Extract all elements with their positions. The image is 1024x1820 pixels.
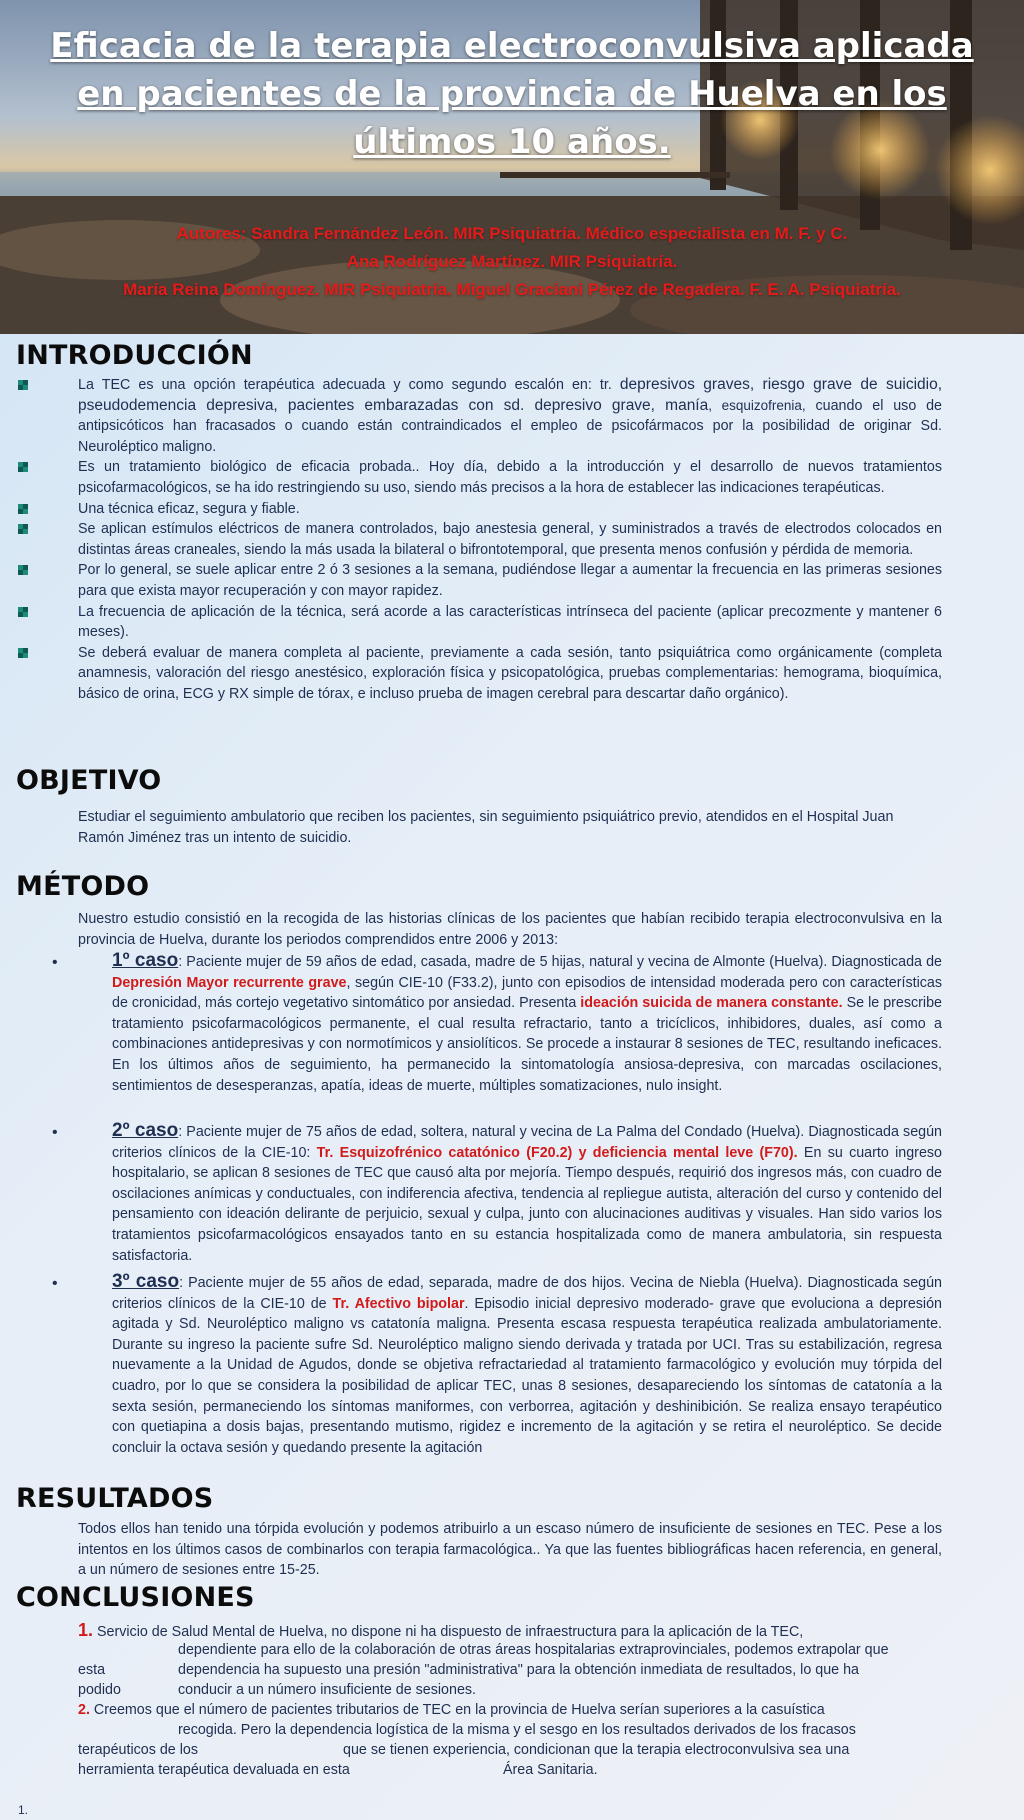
conclusion-2-line-3: terapéuticos de los que se tienen experiencia, condicionan que la terapia electroconvulsiva sea una	[78, 1742, 850, 1758]
square-bullet-icon	[18, 462, 28, 472]
intro-bullet-1: La TEC es una opción terapéutica adecuada y como segundo escalón en: tr. depresivos graves, riesgo grave de suicidio, pseudodemencia depresiva, pacientes embarazadas con sd. depresivo grave, manía, esquizofrenia, cuando el uso de antipsicóticos han fracasados o cuando están contraindicados el empleo de psicofármacos por la posibilidad de originar Sd. Neuroléptico maligno.	[78, 375, 942, 457]
square-bullet-icon	[18, 607, 28, 617]
conclusion-number-1: 1.	[78, 1620, 94, 1640]
heading-conclusiones: CONCLUSIONES	[16, 1582, 255, 1613]
author-line-1: Autores: Sandra Fernández León. MIR Psiquiatría. Médico especialista en M. F. y C.	[176, 224, 848, 243]
conclusion-1-line-3: esta dependencia ha supuesto una presión "administrativa" para la obtención inmediata de resultados, lo que ha	[78, 1662, 859, 1678]
conclusion-number-2: 2.	[78, 1702, 90, 1718]
conclusion-1-line-4: podido conducir a un número insuficiente de sesiones.	[78, 1682, 477, 1698]
heading-objetivo: OBJETIVO	[16, 765, 162, 796]
square-bullet-icon	[18, 524, 28, 534]
intro-bullet-4: Se aplican estímulos eléctricos de manera controlados, bajo anestesia general, y suministrados a través de electrodos colocados en distintas áreas craneales, siendo la más usada la bilateral o bifrontotemporal, que presenta menos confusión y pérdida de memoria.	[78, 519, 942, 560]
conclusiones-list	[78, 1620, 958, 1780]
author-line-2: Ana Rodríguez Martínez. MIR Psiquiatría.	[346, 252, 678, 271]
intro-bullets	[78, 375, 942, 705]
footnote: 1.	[18, 1803, 29, 1817]
intro-bullet-7: Se deberá evaluar de manera completa al paciente, previamente a cada sesión, tanto psiquiátrica como orgánicamente (completa anamnesis, valoración del riesgo anestésico, exploración física y psicopatológica, pruebas complementarias: hemograma, bioquímica, básico de orina, ECG y RX simple de tórax, e incluso prueba de imagen cerebral para descartar daño orgánico).	[78, 643, 942, 705]
intro-bullet-2: Es un tratamiento biológico de eficacia probada.. Hoy día, debido a la introducción y el desarrollo de nuevos tratamientos psicofarmacológicos, se ha ido restringiendo su uso, siendo más precisos a la hora de establecer las indicaciones terapéuticas.	[78, 457, 942, 498]
conclusion-2-line-2: recogida. Pero la dependencia logística de la misma y el sesgo en los resultados derivados de los fracasos	[178, 1722, 856, 1738]
intro-bullet-3: Una técnica eficaz, segura y fiable.	[78, 499, 942, 520]
heading-introduccion: INTRODUCCIÓN	[16, 340, 253, 371]
square-bullet-icon	[18, 565, 28, 575]
square-bullet-icon	[18, 504, 28, 514]
intro-bullet-6: La frecuencia de aplicación de la técnica, será acorde a las características intrínseca del paciente (aplicar precozmente y mantener 6 meses).	[78, 602, 942, 643]
intro-bullet-5: Por lo general, se suele aplicar entre 2 ó 3 sesiones a la semana, pudiéndose llegar a aumentar la frecuencia en las primeras sesiones para que exista mayor recuperación y con mayor rapidez.	[78, 560, 942, 601]
bullet-icon: •	[52, 954, 58, 971]
authors-block	[20, 220, 1004, 304]
author-line-3: María Reina Domínguez. MIR Psiquiatría. Miguel Graciani Pérez de Regadera. F. E. A. Psiquiatría.	[123, 280, 901, 299]
objetivo-text: Estudiar el seguimiento ambulatorio que reciben los pacientes, sin seguimiento psiquiátrico previo, atendidos en el Hospital Juan Ramón Jiménez tras un intento de suicidio.	[78, 809, 894, 846]
conclusion-1-line-1: 1. Servicio de Salud Mental de Huelva, no dispone ni ha dispuesto de infraestructura para la aplicación de la TEC,	[78, 1620, 804, 1640]
square-bullet-icon	[18, 648, 28, 658]
metodo-intro: Nuestro estudio consistió en la recogida de las historias clínicas de los pacientes que habían recibido terapia electroconvulsiva en la provincia de Huelva, durante los periodos comprendidos entre 2006 y 2013:	[78, 911, 942, 948]
heading-metodo: MÉTODO	[16, 871, 150, 902]
case-3-label: 3º caso	[112, 1271, 180, 1292]
conclusion-1-line-2: dependiente para ello de la colaboración de otras áreas hospitalarias extraprovinciales, podemos extrapolar que	[178, 1642, 889, 1658]
case-2: • 2º caso: Paciente mujer de 75 años de edad, soltera, natural y vecina de La Palma del Condado (Huelva). Diagnosticada según criterios clínicos de la CIE-10: Tr. Esquizofrénico catatónico (F20.2) y deficiencia mental leve (F70). En su cuarto ingreso hospitalario, se aplican 8 sesiones de TEC que causó alta por mejoría. Tiempo después, requirió dos ingresos más, con cuadro de oscilaciones anímicas y conductuales, con indiferencia afectiva, tendencia al repliegue autista, alteración del curso y contenido del pensamiento con ideación delirante de perjuicio, sexual y culpa, junto con alucinaciones auditivas y visuales. Han sido varios los tratamientos psicofarmacológicos ensayados tanto en su estancia hospitalizada como de manera ambulatoria, sin respuesta satisfactoria.	[52, 1120, 942, 1264]
case-3: • 3º caso: Paciente mujer de 55 años de edad, separada, madre de dos hijos. Vecina de Niebla (Huelva). Diagnosticada según criterios clínicos de la CIE-10 de Tr. Afectivo bipolar. Episodio inicial depresivo moderado- grave que evoluciona a depresión agitada y Sd. Neuroléptico maligno vs catatonía maligna. Presenta escasa respuesta terapéutica realizada ambulatoriamente. Durante su ingreso la paciente sufre Sd. Neuroléptico maligno siendo derivada y tratada por UCI. Tras su estabilización, regresa nuevamente a la Unidad de Agudos, donde se objetiva refractariedad al tratamiento farmacológico y evolución muy tórpida del cuadro, por lo que se considera la posibilidad de aplicar TEC, unas 8 sesiones, desapareciendo los síntomas de catatonía a la sexta sesión, permaneciendo los síntomas maniformes, con verborrea, agitación y deshinibición. Se realiza ensayo terapéutico con quetiapina a dosis bajas, presentando mutismo, rigidez e incremento de la agitación y se retira el neuroléptico. Se decide concluir la octava sesión y quedando presente la agitación	[52, 1271, 943, 1456]
conclusion-2-line-1: 2. Creemos que el número de pacientes tributarios de TEC en la provincia de Huelva serían superiores a la casuística	[78, 1702, 825, 1718]
heading-resultados: RESULTADOS	[16, 1483, 214, 1514]
case-2-label: 2º caso	[112, 1120, 179, 1141]
poster-title: Eficacia de la terapia electroconvulsiva aplicada en pacientes de la provincia de Huelva en los últimos 10 años.	[50, 26, 974, 162]
bullet-icon: •	[52, 1124, 58, 1141]
square-bullet-icon	[18, 380, 28, 390]
header-banner	[0, 0, 1024, 334]
resultados-text: Todos ellos han tenido una tórpida evolución y podemos atribuirlo a un escaso número de insuficiente de sesiones en TEC. Pese a los intentos en los últimos casos de combinarlos con terapia farmacológica.. Ya que las fuentes bibliográficas hacen referencia, en general, a un número de sesiones entre 15-25.	[78, 1521, 942, 1579]
bullet-icon: •	[52, 1275, 58, 1292]
case-1-label: 1º caso	[112, 950, 179, 971]
case-1: • 1º caso: Paciente mujer de 59 años de edad, casada, madre de 5 hijas, natural y vecina de Almonte (Huelva). Diagnosticada de Depresión Mayor recurrente grave, según CIE-10 (F33.2), junto con episodios de intensidad moderada pero con características de cronicidad, más cortejo vegetativo sintomático por ansiedad. Presenta ideación suicida de manera constante. Se le prescribe tratamiento psicofarmacológicos permanente, el cual resulta refractario, tanto a tricíclicos, inhibidores, duales, así como a combinaciones antidepresivas y con normotímicos y ansiolíticos. Se procede a instaurar 8 sesiones de TEC, resultando ineficaces. En los últimos años de seguimiento, ha permanecido la sintomatología ansiosa-depresiva, con marcadas oscilaciones, sentimientos de desesperanzas, apatía, ideas de muerte, múltiples somatizaciones, nulo insight.	[52, 950, 943, 1094]
conclusion-2-line-4: herramienta terapéutica devaluada en esta Área Sanitaria.	[78, 1762, 598, 1778]
